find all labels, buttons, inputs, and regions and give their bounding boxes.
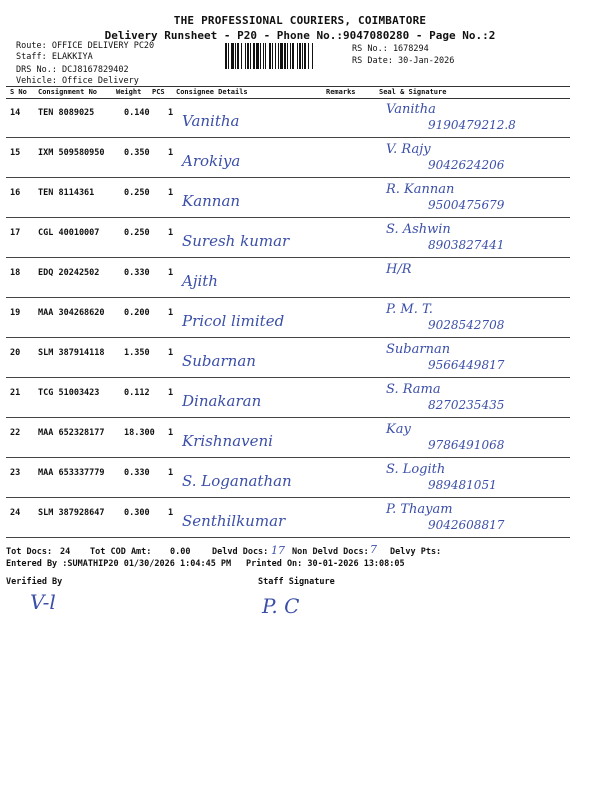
row-consignment-no: TEN 8114361 — [38, 188, 95, 198]
printed-on: Printed On: 30-01-2026 13:08:05 — [246, 559, 405, 569]
barcode-bar — [287, 43, 288, 69]
row-consignee-handwritten: S. Loganathan — [182, 472, 292, 490]
table-row — [6, 458, 570, 498]
delvy-pts-label: Delvy Pts: — [390, 547, 442, 557]
vehicle-label: Vehicle: Office Delivery — [16, 76, 139, 86]
row-sno: 14 — [10, 108, 21, 118]
rs-date: RS Date: 30-Jan-2026 — [352, 56, 455, 66]
col-weight: Weight — [116, 88, 142, 96]
row-consignment-no: MAA 304268620 — [38, 308, 105, 318]
barcode-bar — [312, 43, 313, 69]
table-row — [6, 378, 570, 418]
row-pcs: 1 — [168, 268, 174, 278]
table-row — [6, 298, 570, 338]
barcode-bar — [225, 43, 227, 69]
barcode-bar — [299, 43, 301, 69]
barcode-bar — [260, 43, 261, 69]
barcode-bar — [235, 43, 236, 69]
row-phone-handwritten: 9566449817 — [428, 358, 505, 372]
staff-label: Staff: ELAKKIYA — [16, 52, 93, 62]
row-signature-handwritten: V. Rajy — [386, 142, 431, 157]
row-sno: 23 — [10, 468, 21, 478]
table-row — [6, 498, 570, 538]
row-sno: 19 — [10, 308, 21, 318]
row-signature-handwritten: S. Rama — [386, 382, 441, 397]
row-consignee-handwritten: Vanitha — [182, 112, 240, 130]
row-phone-handwritten: 9786491068 — [428, 438, 505, 452]
row-weight: 0.250 — [124, 188, 150, 198]
barcode-bar — [280, 43, 283, 69]
rs-number: RS No.: 1678294 — [352, 44, 429, 54]
route-label: Route: OFFICE DELIVERY PC20 — [16, 41, 155, 51]
row-divider — [6, 537, 570, 538]
verified-by-label: Verified By — [6, 577, 63, 587]
row-signature-handwritten: Subarnan — [386, 342, 451, 357]
row-signature-handwritten: Vanitha — [386, 102, 436, 117]
row-phone-handwritten: 9042624206 — [428, 158, 505, 172]
row-phone-handwritten: 989481051 — [428, 478, 497, 492]
row-consignee-handwritten: Suresh kumar — [182, 232, 290, 250]
barcode-bar — [304, 43, 306, 69]
barcode-bar — [290, 43, 291, 69]
row-sno: 18 — [10, 268, 21, 278]
row-consignee-handwritten: Ajith — [182, 272, 218, 290]
row-pcs: 1 — [168, 508, 174, 518]
row-weight: 18.300 — [124, 428, 155, 438]
barcode-bar — [237, 43, 239, 69]
row-weight: 0.140 — [124, 108, 150, 118]
row-consignee-handwritten: Senthilkumar — [182, 512, 286, 530]
row-consignment-no: IXM 509580950 — [38, 148, 105, 158]
tot-docs-value: 24 — [60, 547, 71, 557]
col-remarks: Remarks — [326, 88, 356, 96]
drs-label: DRS No.: DCJ8167829402 — [16, 65, 129, 75]
row-pcs: 1 — [168, 108, 174, 118]
table-row — [6, 138, 570, 178]
barcode-bar — [297, 43, 298, 69]
col-sno: S No — [10, 88, 27, 96]
barcode-bar — [245, 43, 246, 69]
col-consignment: Consignment No — [38, 88, 98, 96]
row-phone-handwritten: 9500475679 — [428, 198, 505, 212]
tot-cod-value: 0.00 — [170, 547, 191, 557]
row-pcs: 1 — [168, 388, 174, 398]
row-consignee-handwritten: Dinakaran — [182, 392, 262, 410]
row-pcs: 1 — [168, 148, 174, 158]
row-consignment-no: SLM 387928647 — [38, 508, 105, 518]
row-consignee-handwritten: Subarnan — [182, 352, 256, 370]
row-weight: 1.350 — [124, 348, 150, 358]
row-consignment-no: TCG 51003423 — [38, 388, 100, 398]
row-sno: 15 — [10, 148, 21, 158]
barcode-bar — [265, 43, 266, 69]
row-phone-handwritten: 9190479212.8 — [428, 118, 516, 132]
table-row — [6, 418, 570, 458]
row-signature-handwritten: S. Ashwin — [386, 222, 451, 237]
row-sno: 24 — [10, 508, 21, 518]
row-signature-handwritten: Kay — [386, 422, 411, 437]
barcode-image — [225, 43, 349, 69]
runsheet-subtitle: Delivery Runsheet - P20 - Phone No.:9047080280 - Page No.:2 — [104, 29, 496, 42]
barcode-bar — [263, 43, 264, 69]
table-row — [6, 98, 570, 138]
row-consignee-handwritten: Pricol limited — [182, 312, 285, 330]
row-consignee-handwritten: Arokiya — [182, 152, 241, 170]
row-signature-handwritten: P. Thayam — [386, 502, 453, 517]
barcode-bar — [250, 43, 251, 69]
delvd-docs-value: 17 — [271, 544, 285, 557]
non-delvd-label: Non Delvd Docs: — [292, 547, 369, 557]
staff-signature: P. C — [262, 594, 300, 618]
barcode-bar — [278, 43, 279, 69]
row-consignee-handwritten: Kannan — [182, 192, 241, 210]
row-consignment-no: CGL 40010007 — [38, 228, 100, 238]
row-phone-handwritten: 8270235435 — [428, 398, 505, 412]
col-pcs: PCS — [152, 88, 165, 96]
barcode-bar — [253, 43, 255, 69]
staff-signature-label: Staff Signature — [258, 577, 335, 587]
row-pcs: 1 — [168, 348, 174, 358]
barcode-bar — [241, 43, 242, 69]
barcode-bar — [302, 43, 303, 69]
non-delvd-value: 7 — [370, 543, 377, 556]
barcode-bar — [284, 43, 286, 69]
row-pcs: 1 — [168, 308, 174, 318]
col-consignee: Consignee Details — [176, 88, 248, 96]
barcode-bar — [292, 43, 294, 69]
barcode-bar — [272, 43, 273, 69]
row-signature-handwritten: S. Logith — [386, 462, 446, 477]
row-phone-handwritten: 9042608817 — [428, 518, 505, 532]
row-sno: 20 — [10, 348, 21, 358]
tot-docs-label: Tot Docs: — [6, 547, 53, 557]
row-phone-handwritten: 9028542708 — [428, 318, 505, 332]
barcode-bar — [308, 43, 309, 69]
barcode-bar — [228, 43, 229, 69]
company-title: THE PROFESSIONAL COURIERS, COIMBATORE — [173, 14, 427, 27]
barcode-bar — [256, 43, 259, 69]
row-sno: 21 — [10, 388, 21, 398]
row-consignee-handwritten: Krishnaveni — [182, 432, 273, 450]
barcode-bar — [269, 43, 271, 69]
row-weight: 0.250 — [124, 228, 150, 238]
table-top-rule — [6, 86, 570, 87]
table-row — [6, 258, 570, 298]
table-row — [6, 178, 570, 218]
row-weight: 0.350 — [124, 148, 150, 158]
delvd-docs-label: Delvd Docs: — [212, 547, 269, 557]
row-sno: 16 — [10, 188, 21, 198]
row-weight: 0.300 — [124, 508, 150, 518]
row-consignment-no: TEN 8089025 — [38, 108, 95, 118]
table-row — [6, 218, 570, 258]
row-weight: 0.112 — [124, 388, 150, 398]
col-seal-signature: Seal & Signature — [379, 88, 447, 96]
row-sno: 22 — [10, 428, 21, 438]
tot-cod-label: Tot COD Amt: — [90, 547, 152, 557]
table-row — [6, 338, 570, 378]
row-weight: 0.330 — [124, 268, 150, 278]
row-signature-handwritten: R. Kannan — [386, 182, 455, 197]
barcode-bar — [275, 43, 276, 69]
row-signature-handwritten: H/R — [386, 262, 412, 277]
row-consignment-no: MAA 652328177 — [38, 428, 105, 438]
barcode-bar — [231, 43, 234, 69]
row-consignment-no: SLM 387914118 — [38, 348, 105, 358]
row-weight: 0.200 — [124, 308, 150, 318]
row-sno: 17 — [10, 228, 21, 238]
row-weight: 0.330 — [124, 468, 150, 478]
row-signature-handwritten: P. M. T. — [386, 302, 433, 317]
row-pcs: 1 — [168, 228, 174, 238]
entered-by: Entered By :SUMATHIP20 01/30/2026 1:04:45 PM — [6, 559, 232, 569]
row-pcs: 1 — [168, 468, 174, 478]
row-pcs: 1 — [168, 188, 174, 198]
row-consignment-no: MAA 653337779 — [38, 468, 105, 478]
barcode-bar — [247, 43, 249, 69]
row-pcs: 1 — [168, 428, 174, 438]
row-phone-handwritten: 8903827441 — [428, 238, 505, 252]
row-consignment-no: EDQ 20242502 — [38, 268, 100, 278]
verified-signature: V-l — [30, 590, 56, 614]
